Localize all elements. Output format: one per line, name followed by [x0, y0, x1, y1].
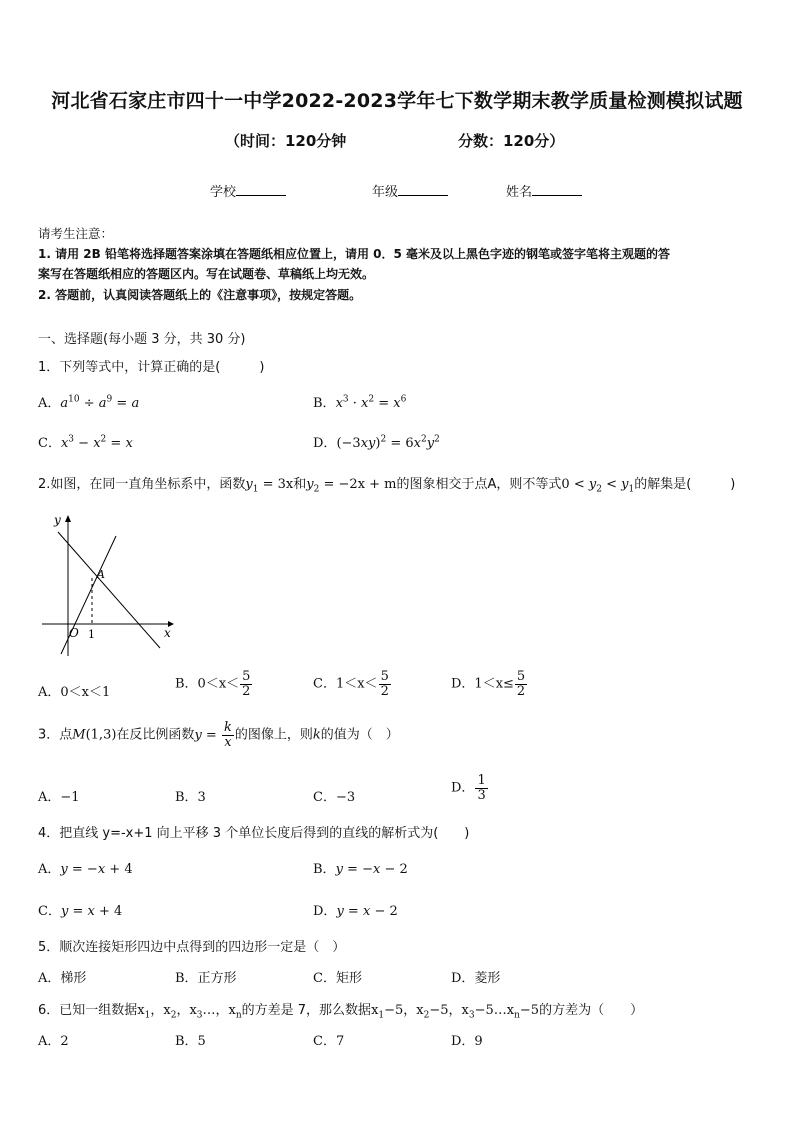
- q5-option-a[interactable]: A．梯形: [38, 971, 87, 986]
- q2-option-d[interactable]: D．1＜x≤ $\frac{5}{2}$: [451, 669, 526, 699]
- q4-option-d[interactable]: D．y = x − 2: [313, 904, 398, 919]
- q6-option-c[interactable]: C．7: [313, 1034, 345, 1049]
- q1-b-formula: $x^3 \cdot x^2 = x^6$: [335, 394, 407, 411]
- q1-option-a[interactable]: A．$a^{10} \div a^9 = a$: [38, 394, 140, 411]
- q5-option-b[interactable]: B．正方形: [175, 971, 237, 986]
- q4-c-formula: y = x + 4: [60, 904, 123, 919]
- q2-option-c[interactable]: C．1＜x＜ $\frac{5}{2}$: [313, 669, 389, 699]
- x-axis-label: x: [164, 626, 171, 640]
- name-blank: [532, 183, 582, 196]
- q3-d-fraction: $\frac{1}{3}$: [477, 773, 486, 803]
- notice-heading: 请考生注意：: [38, 226, 114, 241]
- q3-option-b[interactable]: B．3: [175, 790, 206, 805]
- q4-option-a[interactable]: A．y = −x + 4: [38, 862, 133, 877]
- origin-label: O: [69, 626, 79, 640]
- q3-k: k: [312, 727, 321, 743]
- school-field: [210, 181, 286, 200]
- q1-option-b[interactable]: B．$x^3 \cdot x^2 = x^6$: [313, 394, 407, 411]
- q6-data1: $x_1$，$x_2$，$x_3\dots$，$x_n$: [137, 1003, 242, 1021]
- q5-option-c[interactable]: C．矩形: [313, 971, 362, 986]
- q1-option-c[interactable]: C．$x^3 - x^2 = x$: [38, 434, 133, 451]
- q6-stem: 6．已知一组数据$x_1$，$x_2$，$x_3\dots$，$x_n$的方差是 7，那么数据$x_1-5$，$x_2-5$，$x_3-5\dots x_n-5$的方差为（ ）: [38, 1003, 644, 1021]
- q3-point: M(1,3): [72, 727, 117, 743]
- q2-coordinate-graph: [38, 510, 178, 660]
- exam-title: 河北省石家庄市四十一中学2022-2023学年七下数学期末教学质量检测模拟试题: [51, 90, 743, 112]
- grade-blank: [398, 183, 448, 196]
- q3-option-c[interactable]: C．−3: [313, 790, 356, 805]
- q6-option-d[interactable]: D．9: [451, 1034, 483, 1049]
- exam-score: 分数：120分）: [458, 132, 565, 150]
- q3-option-d[interactable]: D． $\frac{1}{3}$: [451, 773, 486, 803]
- q1-a-formula: $a^{10} \div a^9 = a$: [60, 394, 140, 411]
- q2-inequality: $0 < y_2 < y_1$: [561, 477, 635, 495]
- point-a-label: A: [97, 568, 105, 581]
- q1-d-formula: $(-3xy)^2 = 6x^2y^2$: [336, 434, 440, 451]
- q4-a-formula: y = −x + 4: [60, 862, 133, 877]
- q1-option-d[interactable]: D．$(-3xy)^2 = 6x^2y^2$: [313, 434, 440, 451]
- exam-time: （时间：120分钟: [225, 132, 347, 150]
- q3-function: y = $\frac{k}{x}$: [194, 720, 232, 750]
- grade-label: 年级: [372, 185, 399, 200]
- q4-option-c[interactable]: C．y = x + 4: [38, 904, 123, 919]
- name-label: 姓名: [506, 185, 533, 200]
- y-axis-arrow: [65, 515, 71, 522]
- q6-option-b[interactable]: B．5: [175, 1034, 206, 1049]
- q2-option-a[interactable]: A．0＜x＜1: [38, 685, 111, 700]
- q4-option-b[interactable]: B．y = −x − 2: [313, 862, 408, 877]
- q4-d-formula: y = x − 2: [336, 904, 398, 919]
- q6-data2: $x_1-5$，$x_2-5$，$x_3-5\dots x_n-5$: [371, 1003, 540, 1021]
- school-blank: [236, 183, 286, 196]
- q5-stem: 5．顺次连接矩形四边中点得到的四边形一定是（ ）: [38, 940, 346, 955]
- section-heading: 一、选择题(每小题 3 分，共 30 分): [38, 332, 246, 347]
- q2-d-fraction: $\frac{5}{2}$: [516, 669, 526, 699]
- q2-b-fraction: $\frac{5}{2}$: [242, 669, 251, 699]
- q5-option-d[interactable]: D．菱形: [451, 971, 501, 986]
- q4-stem: 4．把直线 y=-x+1 向上平移 3 个单位长度后得到的直线的解析式为( ): [38, 826, 470, 841]
- q2-func1: $y_1 = 3x$: [245, 477, 294, 495]
- name-field: [506, 181, 582, 200]
- q1-c-formula: $x^3 - x^2 = x$: [60, 434, 133, 451]
- q2-option-b[interactable]: B．0＜x＜ $\frac{5}{2}$: [175, 669, 251, 699]
- tick-1-label: 1: [88, 628, 95, 641]
- y-axis-label: y: [54, 513, 61, 527]
- q6-option-a[interactable]: A．2: [38, 1034, 69, 1049]
- q2-stem: 2.如图，在同一直角坐标系中，函数$y_1 = 3x$和$y_2 = -2x + m$的图象相交于点A，则不等式$0 < y_2 < y_1$的解集是( ): [38, 477, 736, 495]
- q1-stem: 1．下列等式中，计算正确的是( ): [38, 360, 265, 375]
- q2-func2: $y_2 = -2x + m$: [306, 477, 397, 495]
- q3-stem: 3．点M(1,3)在反比例函数y = $\frac{k}{x}$ 的图像上，则k的值为（ ）: [38, 720, 399, 750]
- notice-item1-line2: 案写在答题纸相应的答题区内。写在试题卷、草稿纸上均无效。: [38, 267, 375, 281]
- notice-item2: 2. 答题前，认真阅读答题纸上的《注意事项》，按规定答题。: [38, 288, 362, 302]
- q4-b-formula: y = −x − 2: [335, 862, 408, 877]
- notice-item1-line1: 1. 请用 2B 铅笔将选择题答案涂填在答题纸相应位置上，请用 0．5 毫米及以上黑色字迹的钢笔或签字笔将主观题的答: [38, 247, 670, 261]
- grade-field: [372, 181, 448, 200]
- q3-option-a[interactable]: A．−1: [38, 790, 80, 805]
- school-label: 学校: [210, 185, 237, 200]
- q2-c-fraction: $\frac{5}{2}$: [380, 669, 389, 699]
